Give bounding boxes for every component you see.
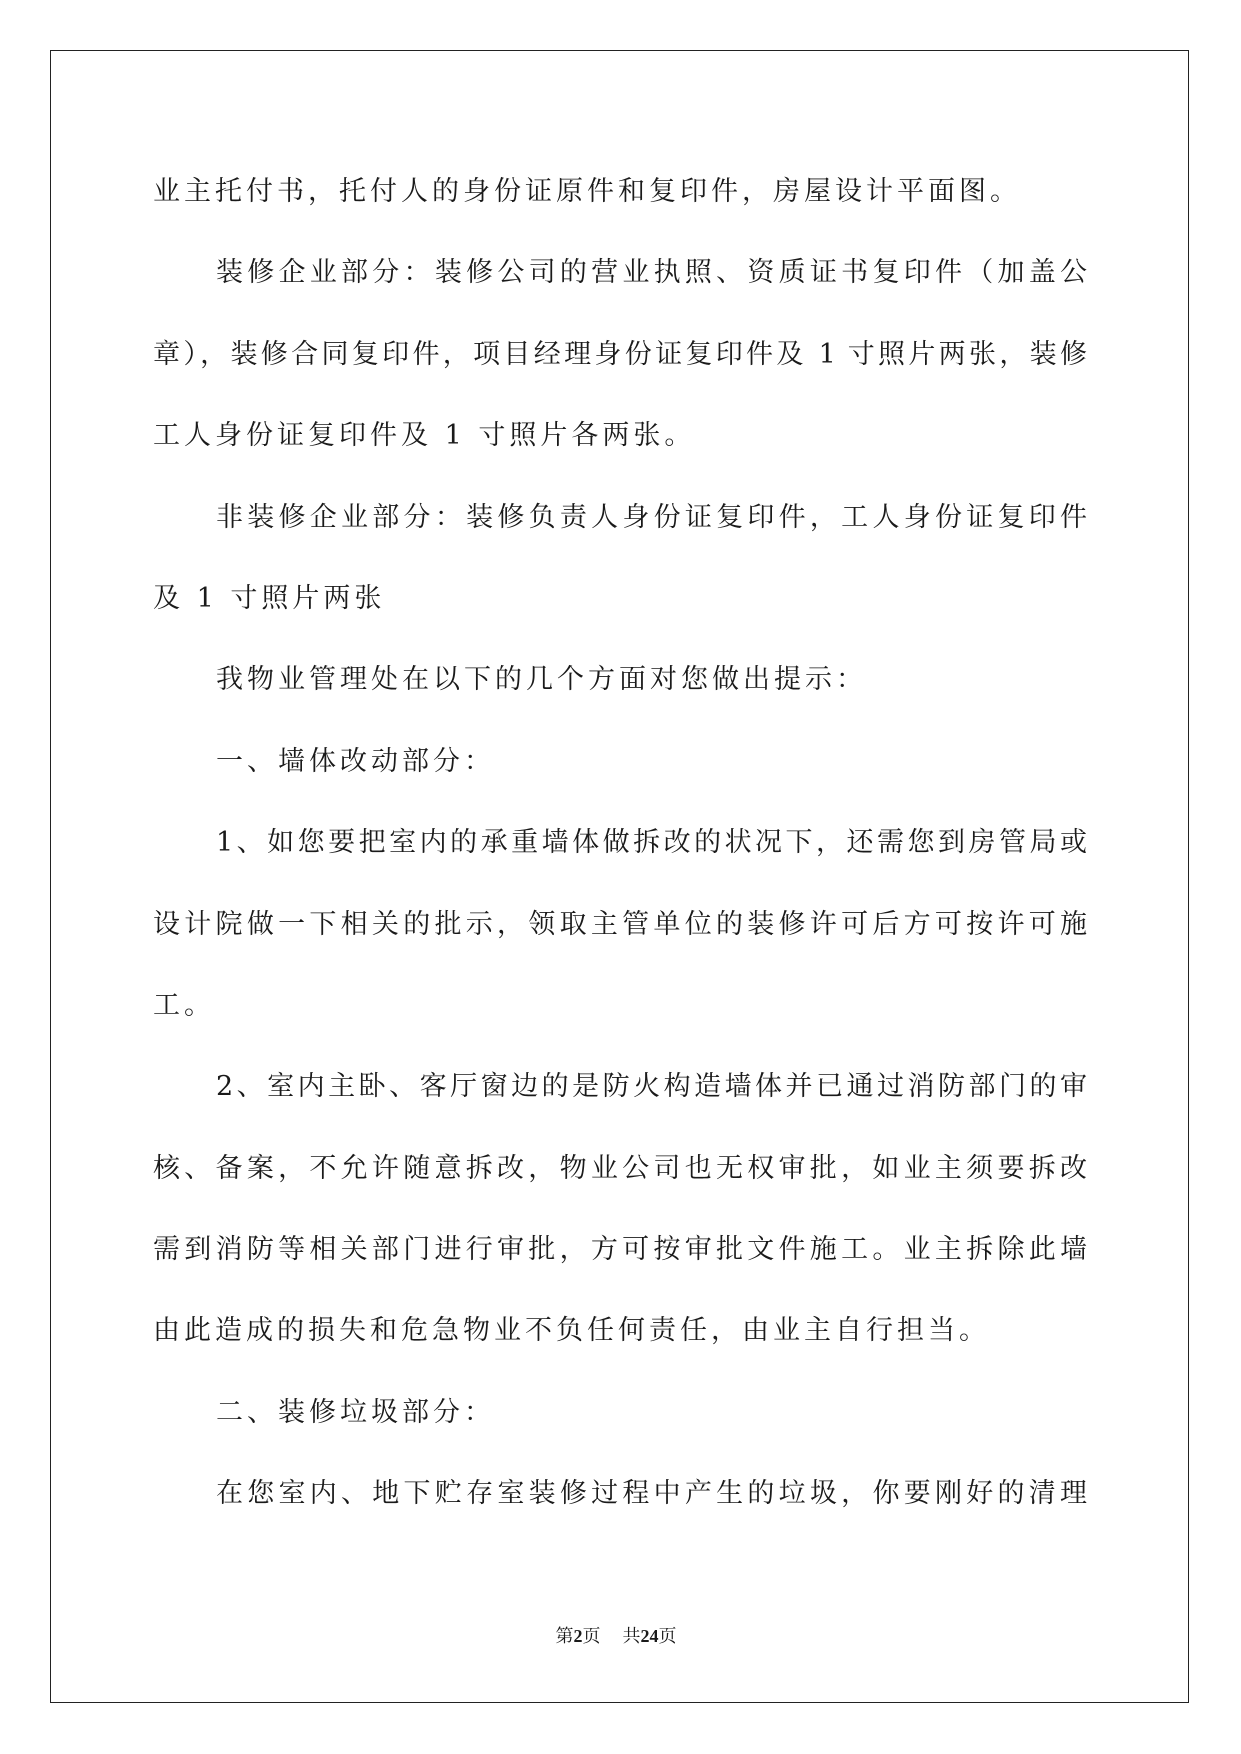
text-line: 装修企业部分：装修公司的营业执照、资质证书复印件（加盖公 [216, 257, 1087, 289]
footer-page-prefix: 第 [555, 1626, 574, 1646]
text-line: 业主托付书，托付人的身份证原件和复印件，房屋设计平面图。 [153, 176, 1021, 207]
text-line: 由此造成的损失和危急物业不负任何责任，由业主自行担当。 [153, 1315, 990, 1347]
document-body [153, 151, 1087, 1535]
paragraph-non-decoration-company [153, 477, 1087, 640]
text-line: 2、室内主卧、客厅窗边的是防火构造墙体并已通过消防部门的审 [216, 1071, 1087, 1103]
paragraph-item-2 [153, 1046, 1087, 1372]
text-line: 二、装修垃圾部分： [216, 1396, 495, 1428]
page-footer [506, 1622, 726, 1650]
text-line: 工。 [153, 989, 215, 1021]
paragraph-waste [153, 1453, 1087, 1534]
section-heading-wall-changes [153, 721, 1087, 802]
text-line: 需到消防等相关部门进行审批，方可按审批文件施工。业主拆除此墙 [153, 1234, 1087, 1266]
text-line: 核、备案，不允许随意拆改，物业公司也无权审批，如业主须要拆改 [153, 1152, 1087, 1184]
text-line: 在您室内、地下贮存室装修过程中产生的垃圾，你要刚好的清理 [216, 1478, 1087, 1510]
text-line: 章），装修合同复印件，项目经理身份证复印件及 1 寸照片两张，装修 [153, 338, 1087, 370]
footer-total-prefix: 共 [622, 1626, 641, 1646]
text-line: 一、墙体改动部分： [216, 745, 495, 777]
section-heading-waste [153, 1372, 1087, 1453]
text-line: 设计院做一下相关的批示，领取主管单位的装修许可后方可按许可施 [153, 908, 1087, 940]
text-line: 我物业管理处在以下的几个方面对您做出提示： [216, 664, 867, 696]
text-line: 及 1 寸照片两张 [153, 582, 386, 614]
paragraph-decoration-company [153, 232, 1087, 476]
text-line: 工人身份证复印件及 1 寸照片各两张。 [153, 420, 696, 452]
text-line: 非装修企业部分：装修负责人身份证复印件，工人身份证复印件 [216, 501, 1087, 533]
footer-page-suffix: 页 [582, 1626, 601, 1646]
paragraph-notice-intro [153, 639, 1087, 720]
footer-total-pages: 24 [640, 1626, 659, 1646]
footer-total-suffix: 页 [658, 1626, 677, 1646]
footer-page-number: 2 [573, 1626, 583, 1646]
paragraph-continuation [153, 151, 1087, 232]
paragraph-item-1 [153, 802, 1087, 1046]
text-line: 1、如您要把室内的承重墙体做拆改的状况下，还需您到房管局或 [216, 827, 1087, 859]
